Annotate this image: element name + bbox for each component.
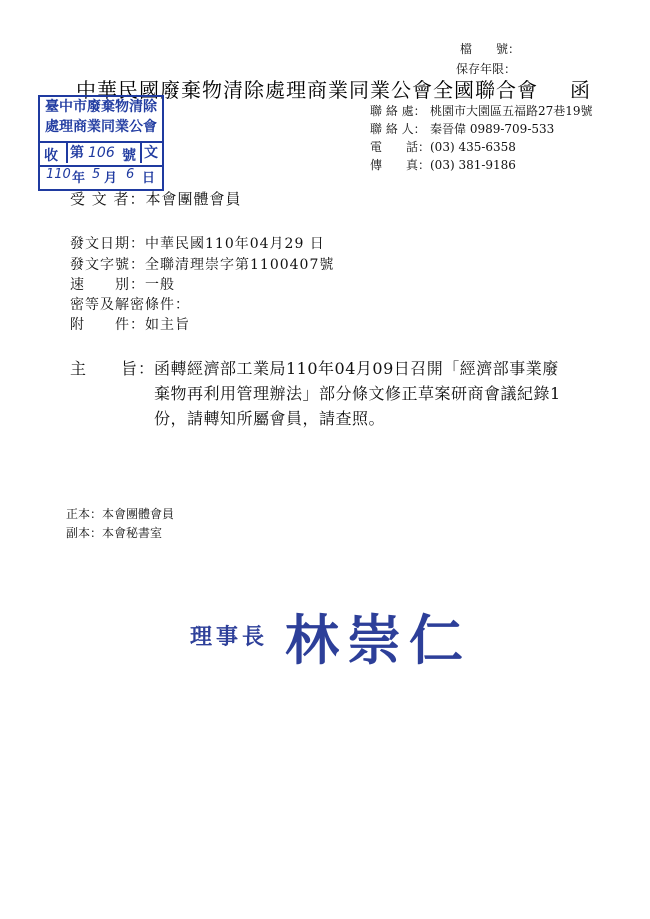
subject-label: 主 旨： — [70, 359, 156, 378]
file-number-label: 檔 號： — [460, 42, 521, 56]
attachment-label: 附 件： — [70, 317, 145, 333]
stamp-month-char: 月 — [104, 171, 118, 186]
recipient-row — [70, 188, 242, 209]
org-title: 中華民國廢棄物清除處理商業同業公會全國聯合會 — [76, 78, 538, 102]
stamp-number-row — [40, 141, 162, 167]
doc-type: 函 — [570, 78, 591, 102]
subject-text — [154, 356, 561, 431]
number-value: 全聯清理崇字第1100407號 — [145, 257, 335, 273]
subject-line-1: 函轉經濟部工業局110年04月09日召開「經濟部事業廢 — [154, 359, 559, 378]
speed-label: 速 別： — [70, 277, 145, 293]
phone-label: 電 話： — [370, 140, 431, 154]
stamp-year: 110 — [46, 167, 71, 182]
stamp-day-char: 日 — [142, 171, 156, 186]
stamp-seq-suffix: 號 — [122, 148, 136, 164]
attachment-row — [70, 314, 190, 334]
person-label: 聯 絡 人： — [370, 122, 426, 136]
date-row — [70, 233, 325, 253]
person-value: 秦晉偉 0989-709-533 — [430, 122, 555, 136]
received-stamp — [38, 95, 164, 191]
number-row — [70, 254, 334, 274]
speed-row — [70, 274, 175, 294]
signature-title: 理事長 — [190, 625, 269, 650]
signature-name: 林崇仁 — [285, 609, 471, 672]
stamp-received: 收 — [44, 148, 58, 164]
secret-label: 密等及解密條件： — [70, 297, 190, 313]
stamp-month: 5 — [92, 167, 101, 182]
attachment-value: 如主旨 — [145, 317, 190, 333]
address-label: 聯 絡 處： — [370, 104, 426, 118]
copy-recipients: 副本：本會秘書室 — [66, 526, 163, 540]
contact-block — [370, 102, 593, 174]
speed-value: 一般 — [145, 277, 175, 293]
recipient-label: 受 文 者： — [70, 190, 146, 208]
fax-label: 傳 真： — [370, 158, 431, 172]
number-label: 發文字號： — [70, 257, 145, 273]
recipient-value: 本會團體會員 — [145, 190, 242, 208]
subject-line-2: 棄物再利用管理辦法」部分條文修正草案研商會議紀錄1 — [154, 384, 561, 403]
stamp-seq-no: 106 — [88, 145, 115, 161]
stamp-year-char: 年 — [72, 171, 86, 186]
stamp-doc: 文 — [140, 143, 158, 163]
date-label: 發文日期： — [70, 236, 145, 252]
original-recipients: 正本：本會團體會員 — [66, 507, 175, 521]
stamp-seq-prefix: 第 — [66, 143, 84, 163]
address-value: 桃園市大園區五福路27巷19號 — [430, 104, 593, 118]
stamp-org-line1: 臺中市廢棄物清除 — [45, 99, 157, 115]
phone-value: (03) 435-6358 — [430, 140, 516, 154]
stamp-day: 6 — [126, 167, 135, 182]
fax-value: (03) 381-9186 — [430, 158, 516, 172]
secret-row — [70, 294, 190, 314]
subject-line-3: 份，請轉知所屬會員，請查照。 — [154, 409, 386, 428]
retention-label: 保存年限： — [456, 62, 517, 76]
stamp-org-line2: 處理商業同業公會 — [45, 119, 157, 135]
date-value: 中華民國110年04月29 日 — [145, 236, 325, 252]
